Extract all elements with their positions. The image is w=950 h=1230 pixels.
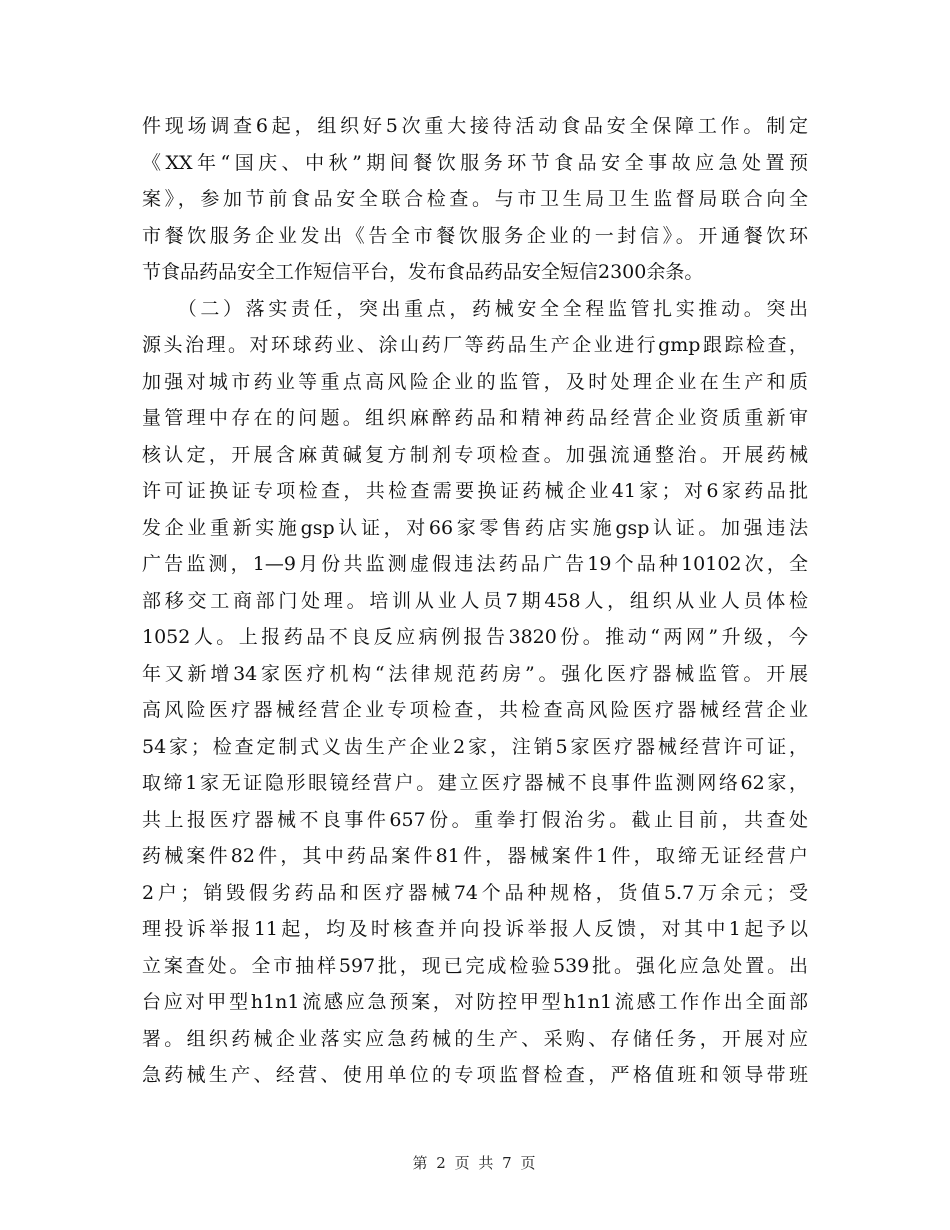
text-line: 核认定，开展含麻黄碱复方制剂专项检查。加强流通整治。开展药械	[142, 443, 808, 466]
text-line: 54家；检查定制式义齿生产企业2家，注销5家医疗器械经营许可证，	[142, 735, 808, 758]
page-number: 第 2 页 共 7 页	[412, 1154, 538, 1172]
text-line: 高风险医疗器械经营企业专项检查，共检查高风险医疗器械经营企业	[142, 699, 808, 721]
text-line: 案》，参加节前食品安全联合检查。与市卫生局卫生监督局联合向全	[142, 188, 808, 210]
text-line: 共上报医疗器械不良事件657份。重拳打假治劣。截止目前，共查处	[142, 808, 808, 831]
text-line: （二）落实责任，突出重点，药械安全全程监管扎实推动。突出	[142, 297, 808, 320]
text-line: 发企业重新实施gsp认证，对66家零售药店实施gsp认证。加强违法	[142, 516, 808, 539]
text-line: 《XX年“国庆、中秋”期间餐饮服务环节食品安全事故应急处置预	[142, 151, 808, 174]
text-line: 急药械生产、经营、使用单位的专项监督检查，严格值班和领导带班	[142, 1064, 808, 1086]
text-line: 取缔1家无证隐形眼镜经营户。建立医疗器械不良事件监测网络62家，	[142, 772, 808, 794]
text-line: 年又新增34家医疗机构“法律规范药房”。强化医疗器械监管。开展	[142, 662, 808, 685]
text-line: 许可证换证专项检查，共检查需要换证药械企业41家；对6家药品批	[142, 480, 808, 502]
text-line: 立案查处。全市抽样597批，现已完成检验539批。强化应急处置。出	[142, 954, 808, 977]
text-line: 加强对城市药业等重点高风险企业的监管，及时处理企业在生产和质	[142, 370, 808, 393]
text-line: 理投诉举报11起，均及时核查并向投诉举报人反馈，对其中1起予以	[142, 918, 808, 940]
text-line: 部移交工商部门处理。培训从业人员7期458人，组织从业人员体检	[142, 589, 808, 612]
text-line: 署。组织药械企业落实应急药械的生产、采购、存储任务，开展对应	[142, 1027, 808, 1050]
text-line: 件现场调查6起，组织好5次重大接待活动食品安全保障工作。制定	[142, 115, 808, 137]
text-line: 药械案件82件，其中药品案件81件，器械案件1件，取缔无证经营户	[142, 845, 808, 867]
text-line: 1052人。上报药品不良反应病例报告3820份。推动“两网”升级，今	[142, 626, 808, 648]
text-line: 节食品药品安全工作短信平台，发布食品药品安全短信2300余条。	[142, 261, 704, 283]
text-line: 广告监测，1—9月份共监测虚假违法药品广告19个品种10102次，全	[142, 553, 808, 575]
text-line: 2户；销毁假劣药品和医疗器械74个品种规格，货值5.7万余元；受	[142, 881, 808, 904]
text-line: 市餐饮服务企业发出《告全市餐饮服务企业的一封信》。开通餐饮环	[142, 224, 808, 247]
text-line: 台应对甲型h1n1流感应急预案，对防控甲型h1n1流感工作作出全面部	[142, 991, 808, 1013]
text-line: 源头治理。对环球药业、涂山药厂等药品生产企业进行gmp跟踪检查，	[142, 334, 808, 356]
text-line: 量管理中存在的问题。组织麻醉药品和精神药品经营企业资质重新审	[142, 407, 808, 429]
body-text	[142, 108, 808, 1094]
